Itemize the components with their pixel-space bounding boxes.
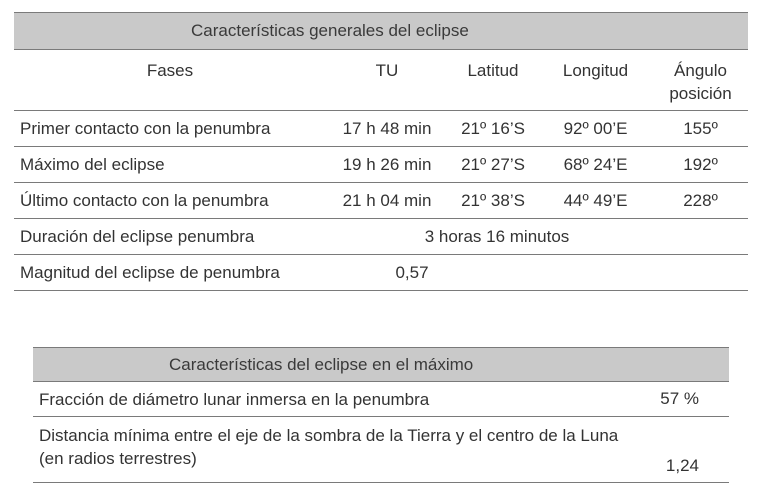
- cell-tu: 17 h 48 min: [342, 118, 432, 138]
- cell-tu: 21 h 04 min: [342, 190, 432, 210]
- cell-angulo: 192º: [683, 154, 718, 174]
- magnitude-value: 0,57: [395, 262, 429, 282]
- table-row: [33, 417, 729, 483]
- cell-fase: Primer contacto con la penumbra: [20, 118, 271, 138]
- table-title: [33, 347, 729, 382]
- header-angulo: [653, 50, 748, 110]
- cell-fase: Último contacto con la penumbra: [20, 190, 269, 210]
- magnitude-label: Magnitud del eclipse de penumbra: [20, 262, 280, 282]
- cell-longitud: 92º 00’E: [563, 118, 628, 138]
- cell-value: 57 %: [660, 389, 699, 408]
- cell-label: Distancia mínima entre el eje de la sombra de la Tierra y el centro de la Luna (en radios terrestres): [39, 426, 619, 468]
- duration-value: 3 horas 16 minutos: [424, 226, 570, 246]
- cell-tu: 19 h 26 min: [342, 154, 432, 174]
- cell-latitud: 21º 38’S: [461, 190, 525, 210]
- table-row: [14, 183, 748, 219]
- header-angulo-line2: posición: [669, 84, 732, 103]
- cell-longitud: 68º 24’E: [563, 154, 628, 174]
- duration-label: Duración del eclipse penumbra: [20, 226, 255, 246]
- duration-row: [14, 219, 748, 255]
- general-characteristics-table: [14, 12, 748, 291]
- header-angulo-line1: Ángulo: [674, 61, 727, 80]
- cell-latitud: 21º 16’S: [461, 118, 525, 138]
- magnitude-row: [14, 255, 748, 291]
- header-longitud: Longitud: [562, 61, 629, 80]
- header-latitud: Latitud: [467, 61, 519, 80]
- cell-fase: Máximo del eclipse: [20, 154, 165, 174]
- table-header-row: [14, 50, 748, 111]
- table-title-text: Características del eclipse en el máximo: [169, 354, 474, 374]
- cell-angulo: 155º: [683, 118, 718, 138]
- table-title-text: Características generales del eclipse: [191, 21, 469, 40]
- table-row: [33, 382, 729, 417]
- table-row: [14, 147, 748, 183]
- maximum-characteristics-table: [33, 347, 729, 483]
- cell-value: 1,24: [665, 456, 699, 475]
- cell-label: Fracción de diámetro lunar inmersa en la penumbra: [39, 389, 430, 409]
- header-tu: TU: [375, 61, 399, 80]
- table-row: [14, 111, 748, 147]
- cell-latitud: 21º 27’S: [461, 154, 525, 174]
- cell-angulo: 228º: [683, 190, 718, 210]
- header-fases: Fases: [146, 61, 194, 80]
- table-title: [14, 12, 748, 50]
- cell-longitud: 44º 49’E: [563, 190, 628, 210]
